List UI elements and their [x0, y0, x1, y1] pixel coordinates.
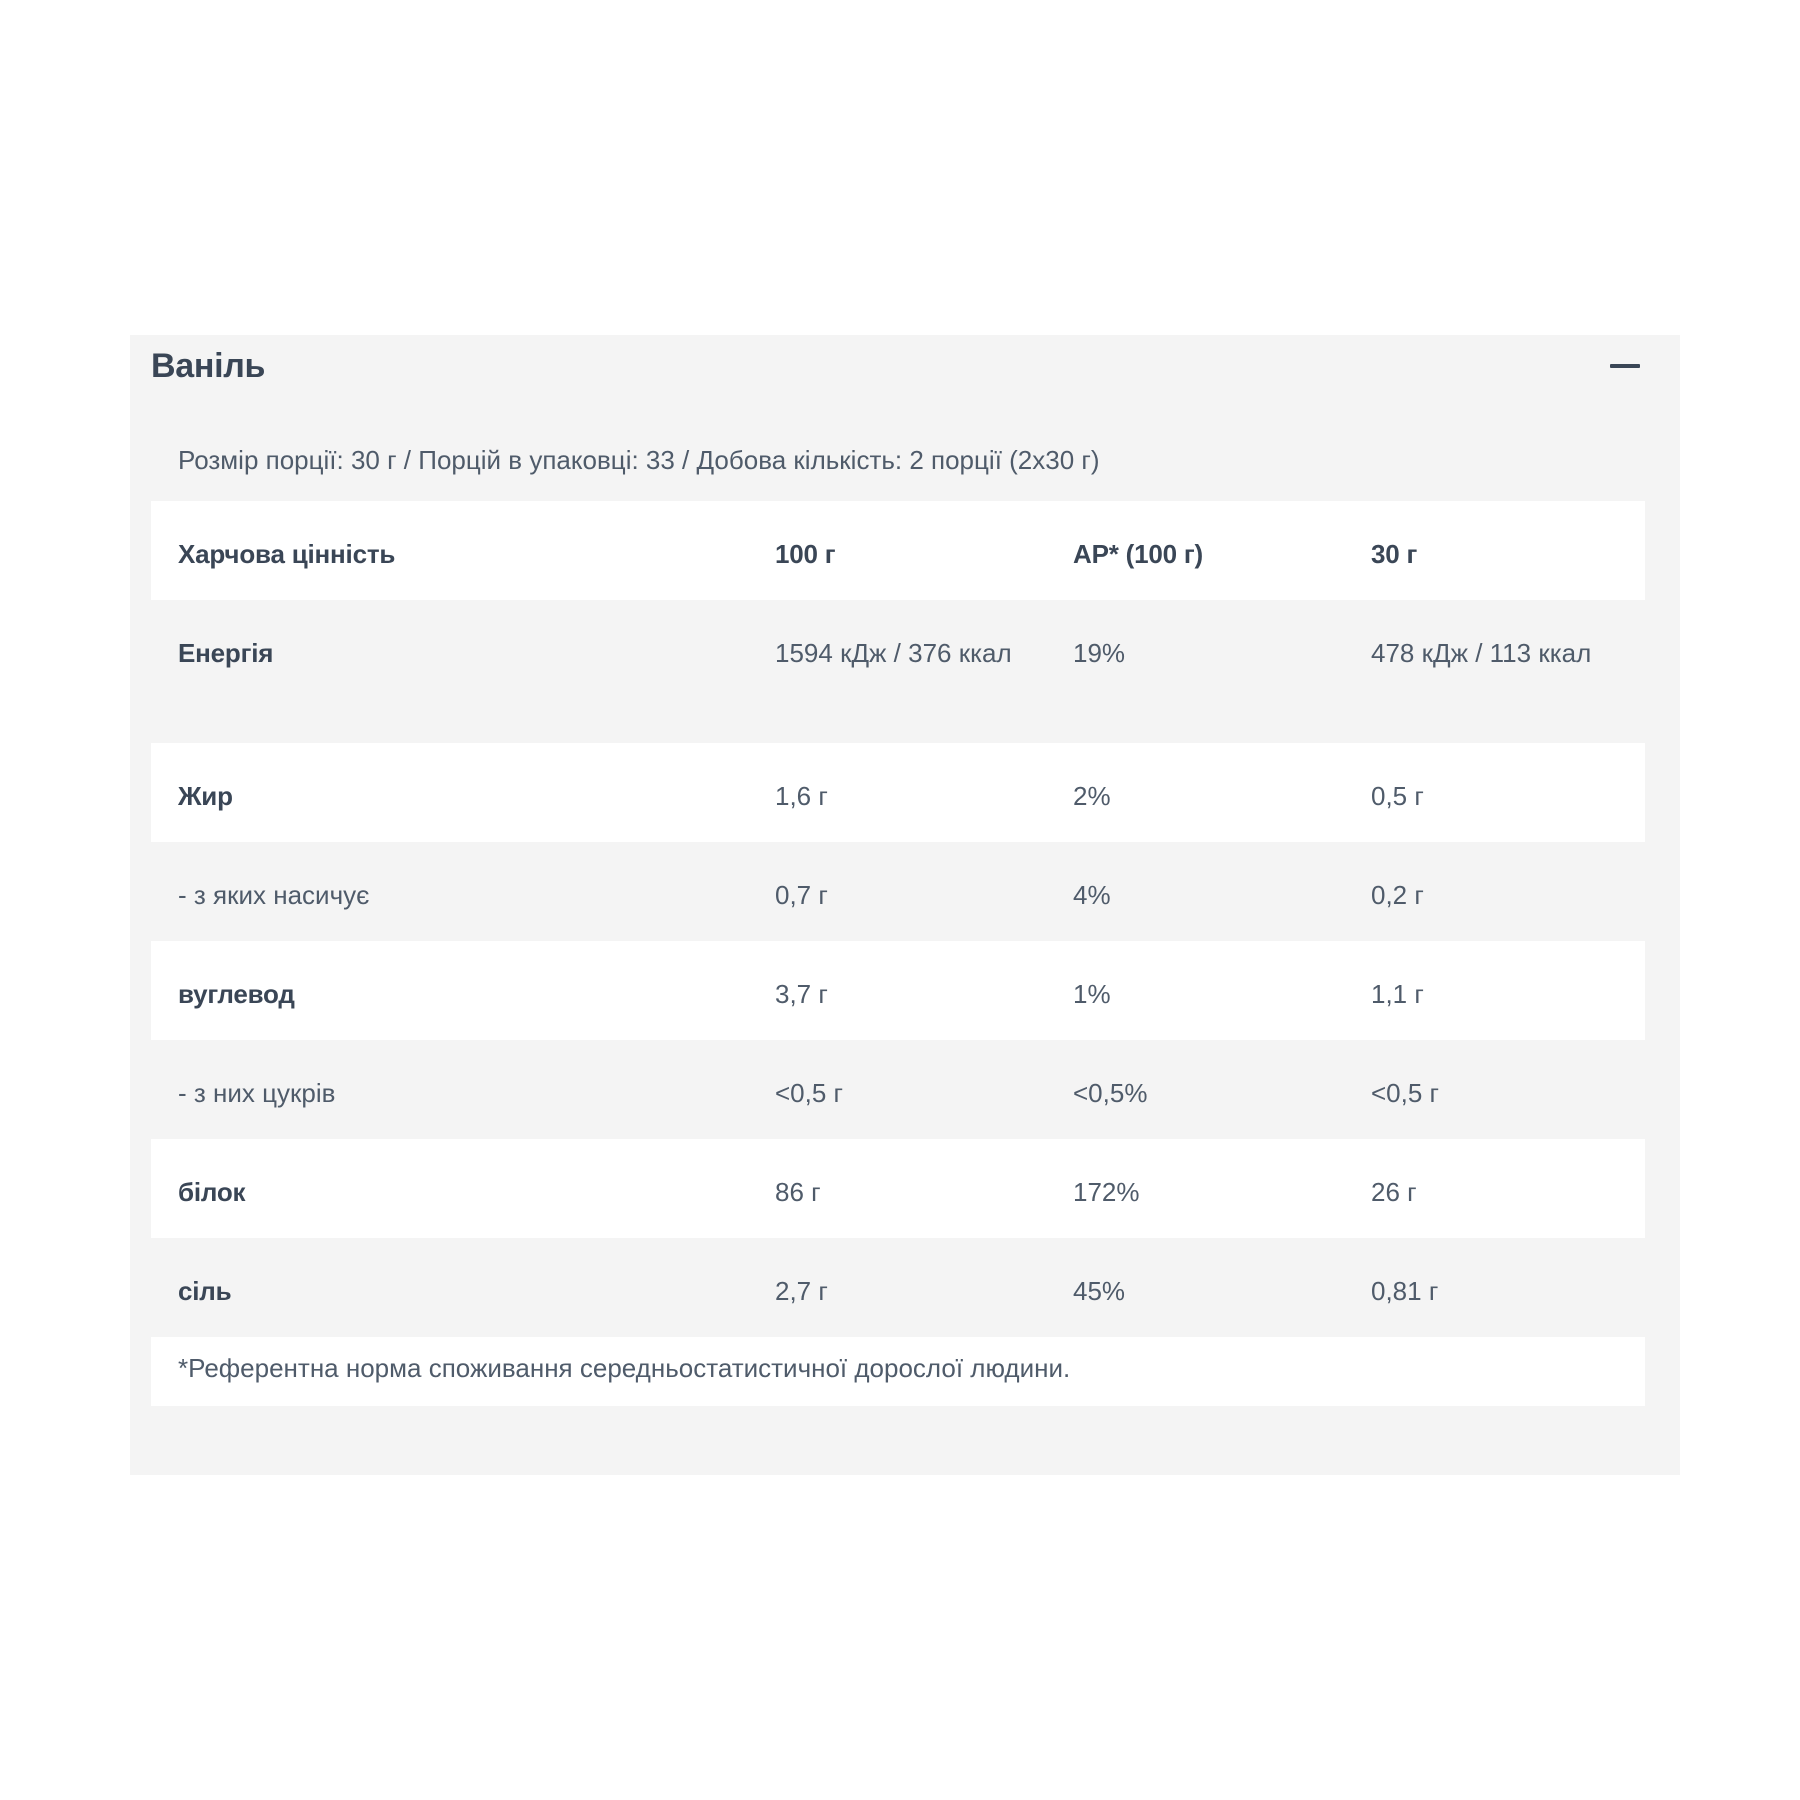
row-per-30g: <0,5 г [1371, 1078, 1440, 1108]
row-per-30g: 0,2 г [1371, 880, 1424, 910]
header-per-100g: 100 г [775, 539, 836, 569]
panel-title: Ваніль [151, 347, 266, 385]
row-per-100g: 3,7 г [775, 979, 828, 1009]
row-per-30g: 478 кДж / 113 ккал [1371, 638, 1592, 668]
serving-info: Розмір порції: 30 г / Порцій в упаковці: 33 / Добова кількість: 2 порції (2x30 г) [178, 445, 1100, 475]
row-per-30g: 0,5 г [1371, 781, 1424, 811]
table-row [151, 1040, 1645, 1139]
row-reference-intake: 4% [1073, 880, 1111, 910]
row-per-100g: 86 г [775, 1177, 821, 1207]
table-row [151, 842, 1645, 941]
row-per-30g: 26 г [1371, 1177, 1417, 1207]
table-row [151, 941, 1645, 1040]
panel-header[interactable] [130, 335, 1680, 405]
header-reference-intake: АР* (100 г) [1073, 539, 1204, 569]
row-per-100g: 1594 кДж / 376 ккал [775, 638, 1012, 668]
header-nutrition-value: Харчова цінність [178, 539, 396, 569]
collapse-button[interactable] [1610, 355, 1640, 379]
row-per-100g: 1,6 г [775, 781, 828, 811]
reference-footnote: *Референтна норма споживання середньостатистичної дорослої людини. [151, 1337, 1645, 1406]
row-label: сіль [178, 1276, 232, 1306]
row-reference-intake: 19% [1073, 638, 1126, 668]
row-reference-intake: 2% [1073, 781, 1111, 811]
nutrition-panel [130, 335, 1680, 1475]
row-reference-intake: 172% [1073, 1177, 1140, 1207]
minus-icon [1610, 364, 1640, 368]
header-per-30g: 30 г [1371, 539, 1418, 569]
row-label: Енергія [178, 638, 274, 668]
table-row [151, 1238, 1645, 1337]
row-label: - з яких насичує [178, 880, 370, 910]
row-label: Жир [178, 781, 233, 811]
row-per-30g: 0,81 г [1371, 1276, 1439, 1306]
row-reference-intake: <0,5% [1073, 1078, 1148, 1108]
row-label: - з них цукрів [178, 1078, 336, 1108]
row-label: білок [178, 1177, 246, 1207]
row-reference-intake: 45% [1073, 1276, 1126, 1306]
nutrition-table [151, 501, 1645, 1406]
row-per-30g: 1,1 г [1371, 979, 1424, 1009]
row-per-100g: 0,7 г [775, 880, 828, 910]
row-per-100g: 2,7 г [775, 1276, 828, 1306]
table-row [151, 600, 1645, 743]
row-per-100g: <0,5 г [775, 1078, 844, 1108]
row-label: вуглевод [178, 979, 295, 1009]
table-row [151, 743, 1645, 842]
table-header-row [151, 501, 1645, 600]
row-reference-intake: 1% [1073, 979, 1111, 1009]
table-row [151, 1139, 1645, 1238]
